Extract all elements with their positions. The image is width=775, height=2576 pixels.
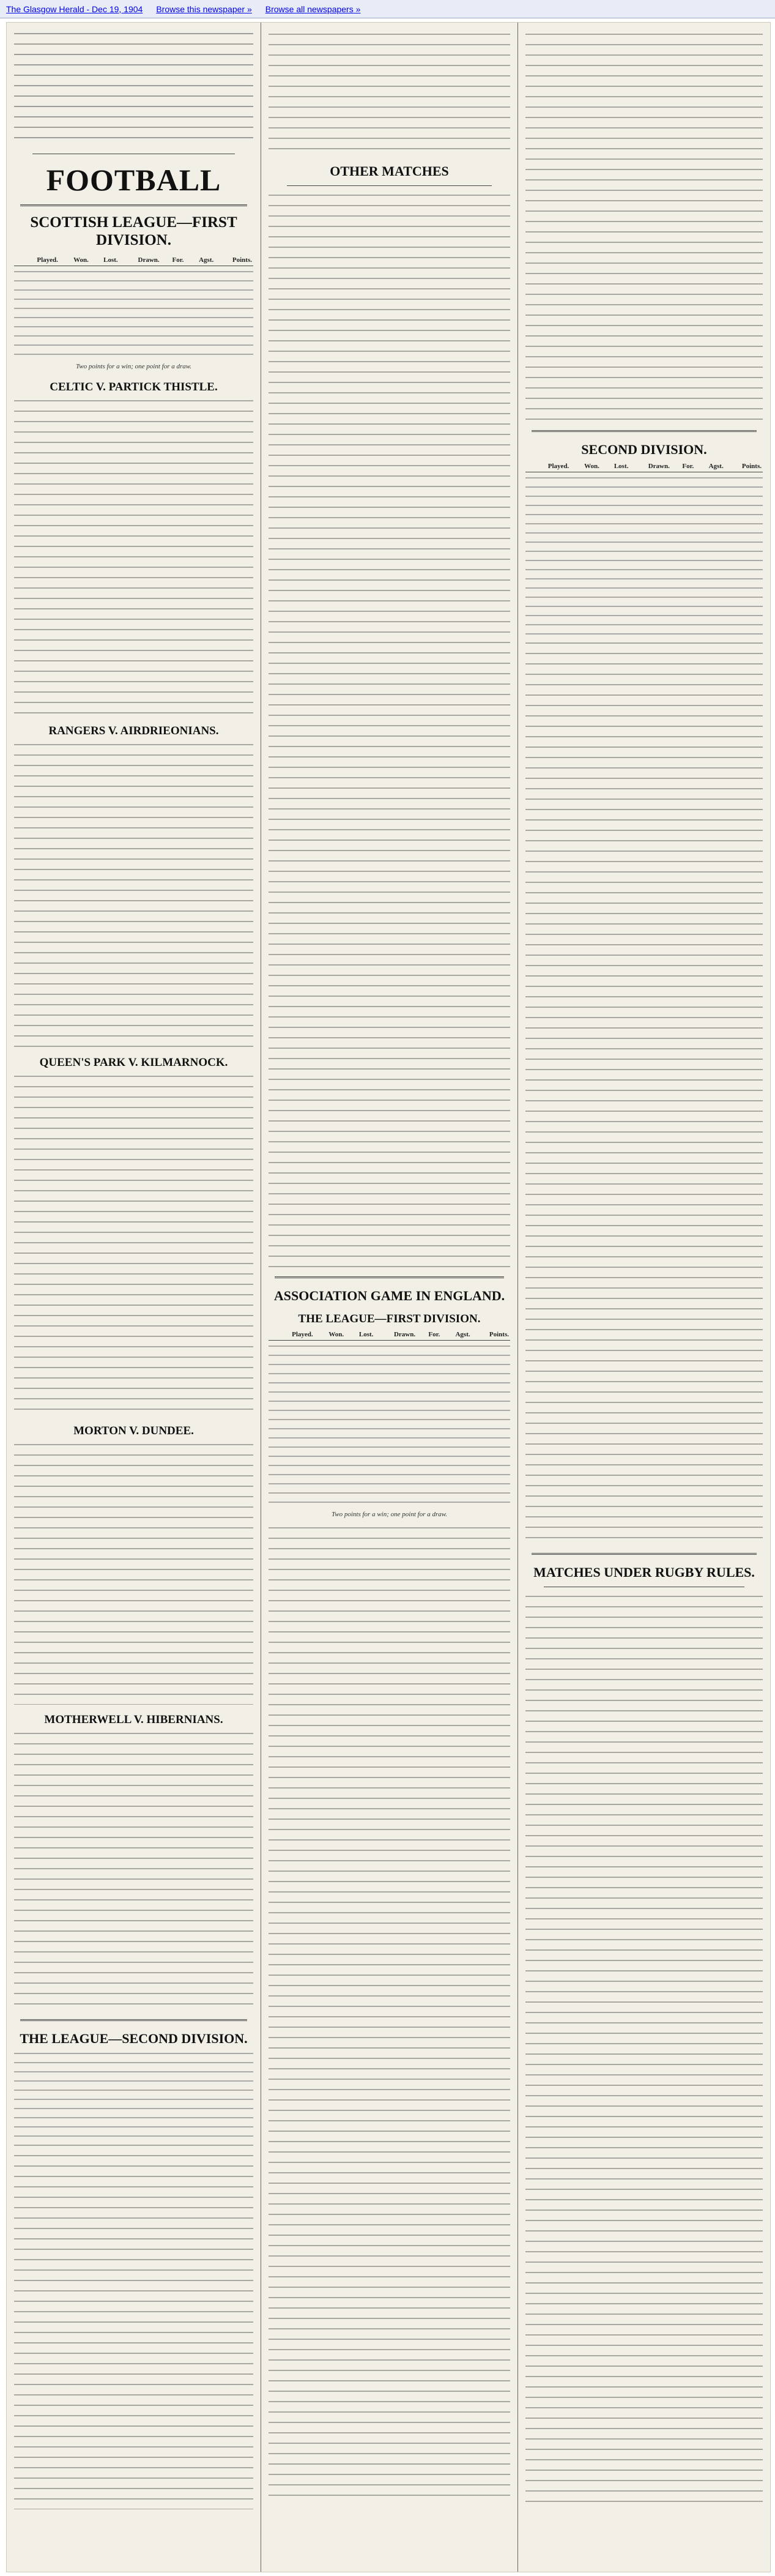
divider	[287, 185, 492, 186]
table-header: Agst.	[695, 461, 725, 472]
column-1	[7, 23, 261, 2572]
table-header: Played.	[18, 255, 59, 266]
table-header: Won.	[570, 461, 601, 472]
table-header: Lost.	[90, 255, 119, 266]
illegible-report	[14, 1730, 253, 2012]
table-header: Drawn.	[374, 1330, 417, 1341]
illegible-table-body	[14, 2050, 253, 2142]
table-header: Won.	[314, 1330, 345, 1341]
table-header: For.	[417, 1330, 441, 1341]
table-header: Played.	[273, 1330, 314, 1341]
illegible-report	[14, 742, 253, 1048]
table-header	[14, 255, 18, 266]
league-table	[14, 255, 253, 266]
illegible-table-body	[269, 1343, 510, 1508]
illegible-report	[525, 1593, 763, 2511]
illegible-report	[269, 192, 510, 1269]
second-division-title: SECOND DIVISION.	[581, 442, 707, 457]
section-title: FOOTBALL	[46, 163, 221, 197]
illegible-report	[525, 31, 763, 423]
table-header	[525, 461, 530, 472]
match-heading: RANGERS V. AIRDRIEONIANS.	[48, 724, 219, 737]
league-table	[269, 1330, 510, 1341]
table-header: Drawn.	[119, 255, 161, 266]
table-header-row	[14, 255, 253, 266]
newspaper-page	[6, 22, 771, 2572]
league2-title: THE LEAGUE—SECOND DIVISION.	[20, 2031, 248, 2046]
league-title: THE LEAGUE—FIRST DIVISION.	[298, 1312, 481, 1325]
divider	[275, 1276, 504, 1278]
assoc-title: ASSOCIATION GAME IN ENGLAND.	[273, 1288, 505, 1303]
league-table	[525, 461, 763, 472]
table-header: Lost.	[601, 461, 629, 472]
illegible-report	[14, 2142, 253, 2509]
table-header: Won.	[59, 255, 90, 266]
rugby-title: MATCHES UNDER RUGBY RULES.	[533, 1565, 755, 1580]
table-header: Agst.	[185, 255, 215, 266]
paper-title-link[interactable]: The Glasgow Herald - Dec 19, 1904	[6, 4, 143, 14]
table-header: For.	[161, 255, 185, 266]
divider	[532, 430, 757, 432]
illegible-table-body	[525, 475, 763, 640]
browse-all-newspapers-link[interactable]: Browse all newspapers »	[265, 4, 361, 14]
table-note: Two points for a win; one point for a draw.	[331, 1511, 448, 1518]
illegible-report	[269, 31, 510, 154]
divider	[532, 1553, 757, 1555]
column-3	[517, 23, 770, 2572]
table-header: For.	[671, 461, 695, 472]
divider	[20, 204, 247, 206]
illegible-paragraph	[14, 31, 253, 147]
table-header-row	[525, 461, 763, 472]
table-header: Points.	[725, 461, 763, 472]
browse-this-newspaper-link[interactable]: Browse this newspaper »	[156, 4, 252, 14]
divider	[20, 2019, 247, 2021]
illegible-table-body	[14, 269, 253, 360]
match-heading: MORTON V. DUNDEE.	[73, 1424, 194, 1437]
column-2	[261, 23, 517, 2572]
match-heading: CELTIC V. PARTICK THISTLE.	[50, 381, 218, 393]
table-header	[269, 1330, 273, 1341]
illegible-report	[525, 640, 763, 1546]
illegible-report	[14, 1442, 253, 1705]
table-header: Points.	[472, 1330, 510, 1341]
league-title: SCOTTISH LEAGUE—FIRST DIVISION.	[30, 214, 237, 248]
illegible-report	[269, 1525, 510, 2504]
table-header: Played.	[530, 461, 570, 472]
table-header-row	[269, 1330, 510, 1341]
other-matches-title: OTHER MATCHES	[330, 163, 449, 179]
match-heading: QUEEN'S PARK V. KILMARNOCK.	[39, 1056, 228, 1069]
table-header: Drawn.	[629, 461, 670, 472]
browser-toolbar	[0, 0, 775, 18]
illegible-report	[14, 398, 253, 716]
table-header: Lost.	[345, 1330, 374, 1341]
table-header: Points.	[215, 255, 253, 266]
illegible-report	[14, 1073, 253, 1416]
table-note: Two points for a win; one point for a draw.	[75, 363, 192, 370]
table-header: Agst.	[441, 1330, 471, 1341]
match-heading: MOTHERWELL V. HIBERNIANS.	[44, 1713, 223, 1726]
